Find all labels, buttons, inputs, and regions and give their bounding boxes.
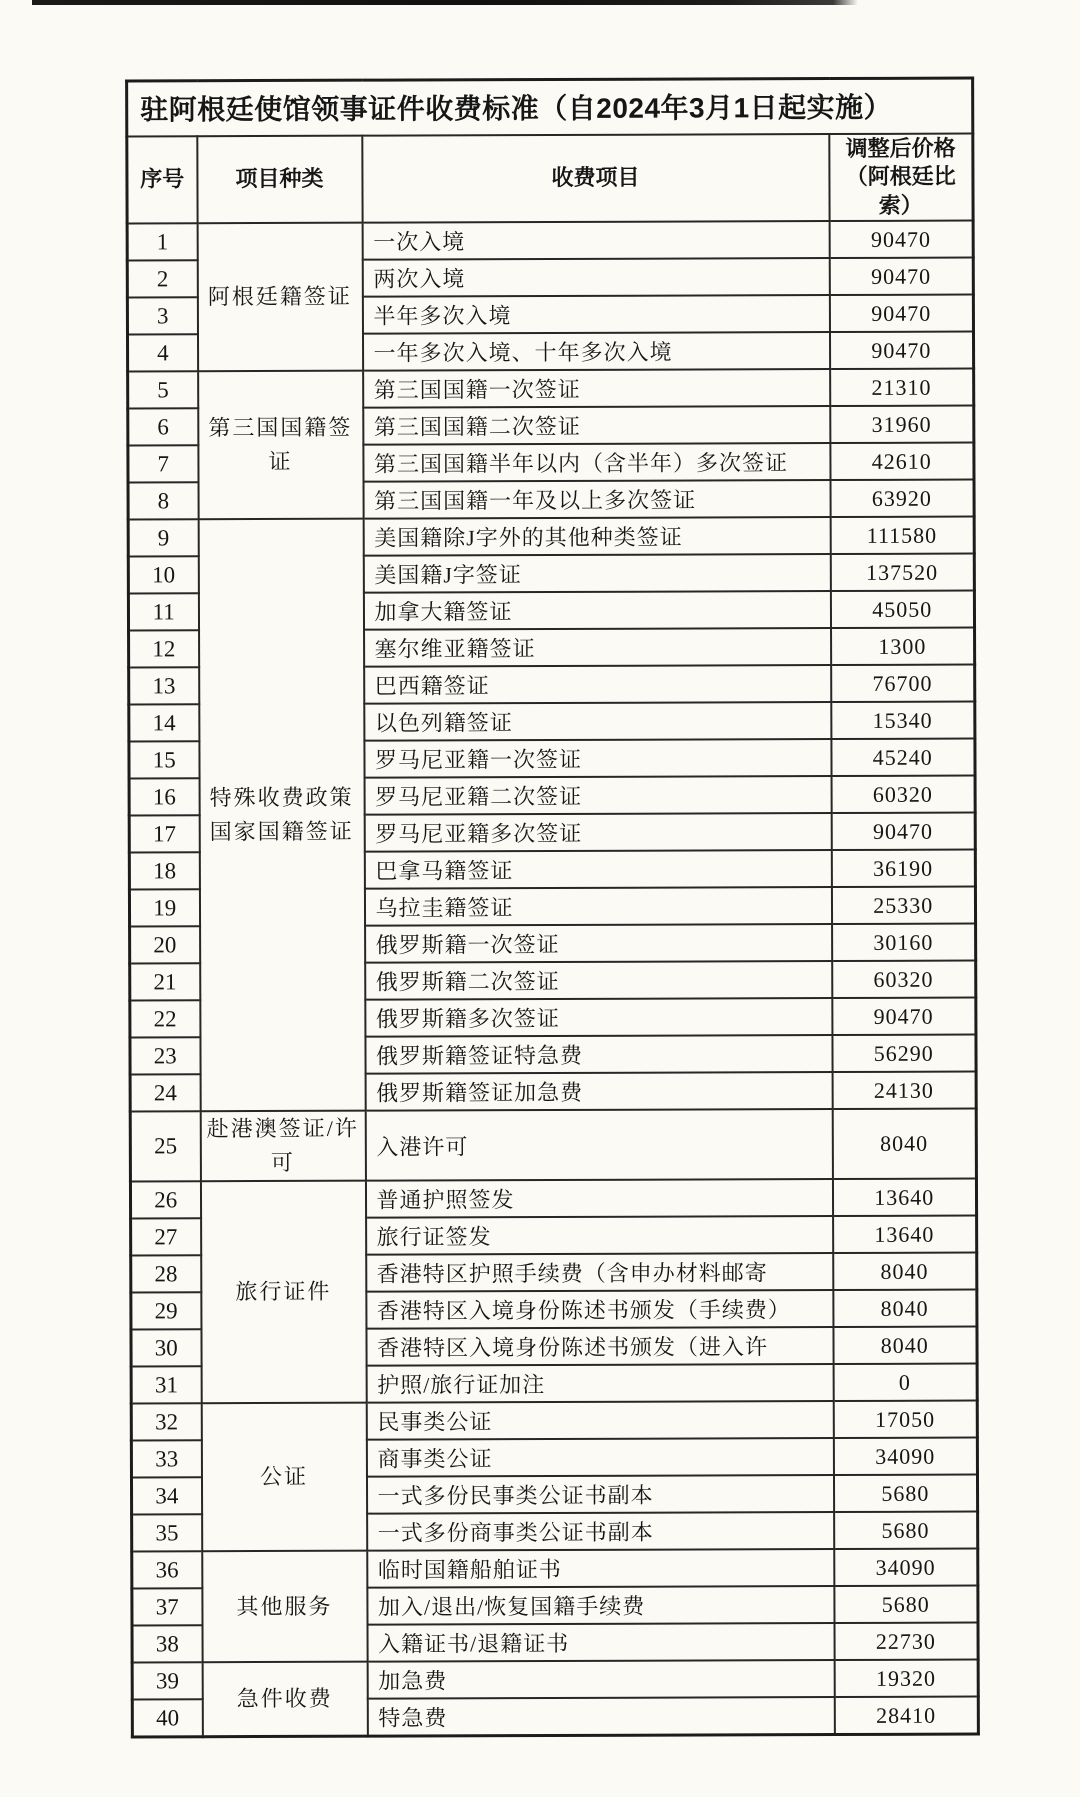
row-number-cell: 15 [129,742,199,779]
row-number-cell: 11 [128,594,198,631]
price-cell: 15340 [831,702,975,740]
row-number-cell: 37 [132,1589,202,1626]
title-row [127,78,973,136]
price-cell: 19320 [834,1660,978,1698]
price-cell: 1300 [831,628,975,666]
item-cell: 加急费 [367,1660,834,1699]
row-number-cell: 21 [130,964,200,1001]
item-cell: 一次入境 [362,221,829,260]
price-cell: 76700 [831,665,975,703]
category-cell: 阿根廷籍签证 [197,223,363,372]
item-cell: 普通护照签发 [365,1179,832,1218]
item-cell: 俄罗斯籍二次签证 [365,961,832,1000]
price-cell: 5680 [834,1586,978,1624]
price-cell: 13640 [832,1179,976,1217]
price-cell: 90470 [829,332,973,370]
row-number-cell: 20 [130,927,200,964]
price-cell: 28410 [834,1697,978,1735]
row-number-cell: 13 [129,668,199,705]
item-cell: 塞尔维亚籍签证 [364,628,831,667]
item-cell: 巴拿马籍签证 [364,850,831,889]
row-number-cell: 8 [128,483,198,520]
fee-table-body [127,221,978,1737]
table-row [131,1401,977,1441]
row-number-cell: 2 [127,261,197,298]
item-cell: 一式多份商事类公证书副本 [367,1512,834,1551]
row-number-cell: 17 [129,816,199,853]
item-cell: 一年多次入境、十年多次入境 [362,332,829,371]
row-number-cell: 40 [132,1700,202,1737]
item-cell: 俄罗斯籍一次签证 [365,924,832,963]
header-fee-item: 收费项目 [362,134,829,223]
row-number-cell: 5 [128,372,198,409]
price-cell: 90470 [829,221,973,259]
price-cell: 90470 [829,258,973,296]
item-cell: 一式多份民事类公证书副本 [366,1475,833,1514]
row-number-cell: 32 [131,1404,201,1441]
price-cell: 13640 [833,1216,977,1254]
category-cell: 特殊收费政策 国家国籍签证 [198,519,365,1112]
price-cell: 30160 [832,924,976,962]
item-cell: 美国籍除J字外的其他种类签证 [363,517,830,556]
row-number-cell: 6 [128,409,198,446]
row-number-cell: 30 [131,1330,201,1367]
item-cell: 两次入境 [362,258,829,297]
item-cell: 加拿大籍签证 [363,591,830,630]
price-cell: 45050 [830,591,974,629]
item-cell: 特急费 [367,1697,834,1736]
price-cell: 36190 [831,850,975,888]
table-row [128,369,974,409]
row-number-cell: 35 [132,1515,202,1552]
price-cell: 8040 [833,1253,977,1291]
row-number-cell: 4 [127,335,197,372]
row-number-cell: 31 [131,1367,201,1404]
table-row [127,221,973,261]
item-cell: 俄罗斯籍签证加急费 [365,1072,832,1111]
item-cell: 乌拉圭籍签证 [364,887,831,926]
price-cell: 31960 [830,406,974,444]
category-cell: 公证 [201,1403,367,1552]
category-cell: 急件收费 [202,1662,367,1737]
row-number-cell: 29 [131,1293,201,1330]
price-cell: 8040 [833,1290,977,1328]
item-cell: 第三国国籍二次签证 [363,406,830,445]
item-cell: 商事类公证 [366,1438,833,1477]
row-number-cell: 14 [129,705,199,742]
price-cell: 5680 [834,1512,978,1550]
fee-table [125,77,980,1739]
price-cell: 90470 [829,295,973,333]
price-cell: 8040 [833,1327,977,1365]
price-cell: 24130 [832,1072,976,1110]
item-cell: 旅行证签发 [366,1216,833,1255]
row-number-cell: 3 [127,298,197,335]
price-cell: 90470 [832,998,976,1036]
price-cell: 17050 [833,1401,977,1439]
row-number-cell: 34 [131,1478,201,1515]
row-number-cell: 26 [130,1182,200,1219]
price-cell: 34090 [833,1438,977,1476]
price-cell: 111580 [830,517,974,555]
header-adjusted-price: 调整后价格 （阿根廷比索） [829,133,973,221]
row-number-cell: 39 [132,1663,202,1700]
table-row [132,1660,978,1700]
row-number-cell: 33 [131,1441,201,1478]
page-title: 驻阿根廷使馆领事证件收费标准（自2024年3月1日起实施） [127,78,973,136]
table-row [130,1179,976,1219]
item-cell: 香港特区护照手续费（含申办材料邮寄 [366,1253,833,1292]
item-cell: 入港许可 [365,1109,832,1181]
row-number-cell: 27 [131,1219,201,1256]
item-cell: 巴西籍签证 [364,665,831,704]
item-cell: 护照/旅行证加注 [366,1364,833,1403]
item-cell: 以色列籍签证 [364,702,831,741]
item-cell: 入籍证书/退籍证书 [367,1623,834,1662]
price-cell: 60320 [832,961,976,999]
price-cell: 8040 [832,1109,976,1180]
item-cell: 半年多次入境 [362,295,829,334]
item-cell: 加入/退出/恢复国籍手续费 [367,1586,834,1625]
scan-edge-artifact [32,0,858,5]
row-number-cell: 1 [127,224,197,261]
category-cell: 赴港澳签证/许 可 [200,1111,365,1182]
item-cell: 罗马尼亚籍二次签证 [364,776,831,815]
price-cell: 21310 [830,369,974,407]
row-number-cell: 12 [129,631,199,668]
row-number-cell: 19 [129,890,199,927]
item-cell: 香港特区入境身份陈述书颁发（进入许 [366,1327,833,1366]
item-cell: 罗马尼亚籍多次签证 [364,813,831,852]
category-cell: 旅行证件 [200,1181,366,1404]
row-number-cell: 24 [130,1075,200,1112]
price-cell: 0 [833,1364,977,1402]
row-number-cell: 23 [130,1038,200,1075]
item-cell: 罗马尼亚籍一次签证 [364,739,831,778]
row-number-cell: 18 [129,853,199,890]
row-number-cell: 36 [132,1552,202,1589]
item-cell: 民事类公证 [366,1401,833,1440]
item-cell: 第三国国籍一年及以上多次签证 [363,480,830,519]
header-row [127,133,973,224]
item-cell: 临时国籍船舶证书 [367,1549,834,1588]
table-row [130,1109,976,1182]
price-cell: 137520 [830,554,974,592]
table-row [128,517,974,557]
row-number-cell: 7 [128,446,198,483]
row-number-cell: 9 [128,520,198,557]
category-cell: 第三国国籍签 证 [198,371,364,520]
header-item-category: 项目种类 [197,135,362,223]
item-cell: 香港特区入境身份陈述书颁发（手续费） [366,1290,833,1329]
item-cell: 第三国国籍一次签证 [363,369,830,408]
price-cell: 90470 [831,813,975,851]
category-cell: 其他服务 [202,1551,367,1663]
row-number-cell: 38 [132,1626,202,1663]
row-number-cell: 25 [130,1112,200,1182]
row-number-cell: 28 [131,1256,201,1293]
price-cell: 56290 [832,1035,976,1073]
item-cell: 俄罗斯籍多次签证 [365,998,832,1037]
row-number-cell: 22 [130,1001,200,1038]
row-number-cell: 10 [128,557,198,594]
price-cell: 5680 [833,1475,977,1513]
item-cell: 美国籍J字签证 [363,554,830,593]
price-cell: 34090 [834,1549,978,1587]
price-cell: 45240 [831,739,975,777]
row-number-cell: 16 [129,779,199,816]
price-cell: 22730 [834,1623,978,1661]
price-cell: 63920 [830,480,974,518]
price-cell: 60320 [831,776,975,814]
price-cell: 42610 [830,443,974,481]
item-cell: 第三国国籍半年以内（含半年）多次签证 [363,443,830,482]
header-serial-number: 序号 [127,136,197,224]
price-cell: 25330 [831,887,975,925]
item-cell: 俄罗斯籍签证特急费 [365,1035,832,1074]
table-row [132,1549,978,1589]
